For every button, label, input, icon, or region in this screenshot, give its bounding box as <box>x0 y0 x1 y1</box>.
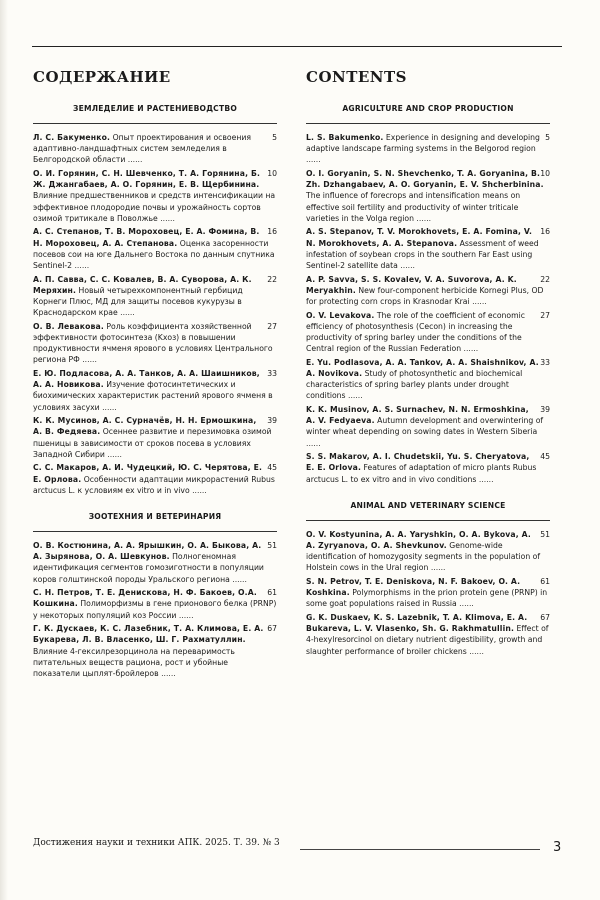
toc-entry-page: 45 <box>267 463 277 473</box>
toc-entry-authors: Г. К. Дускаев, К. С. Лазебник, Т. А. Климова, Е. А. Букарева, Л. В. Власенко, Ш. Г. Рахматуллин. <box>33 624 264 645</box>
toc-entry-leader: ...... <box>461 344 479 354</box>
toc-entry <box>306 310 550 355</box>
toc-entry-leader: ...... <box>158 669 176 679</box>
toc-entry-leader: ...... <box>99 402 117 412</box>
toc-entry-authors: С. Н. Петров, Т. Е. Денискова, Н. Ф. Бакоев, О.А. Кошкина. <box>33 588 257 609</box>
page-title-russian: СОДЕРЖАНИЕ <box>33 68 171 86</box>
section-title: AGRICULTURE AND CROP PRODUCTION <box>342 104 514 113</box>
toc-entry-page: 61 <box>540 577 550 587</box>
toc-entry-page: 51 <box>267 541 277 551</box>
toc-entry-page: 16 <box>540 227 550 237</box>
toc-entry-authors: Л. С. Бакуменко. <box>33 133 111 142</box>
toc-entry-authors: A. S. Stepanov, T. V. Morokhovets, E. A. Fomina, V. N. Morokhovets, A. A. Stepanova. <box>306 227 533 248</box>
toc-entry-authors: О. В. Левакова. <box>33 321 104 331</box>
toc-entry-page: 39 <box>267 416 277 426</box>
page-edge-shadow <box>0 0 8 900</box>
toc-entry-page: 27 <box>540 310 550 320</box>
toc-entry-leader: ...... <box>189 485 207 495</box>
toc-entry-page: 10 <box>267 169 277 178</box>
toc-entry-page: 67 <box>267 624 277 634</box>
toc-entry-title: Изучение фотосинтетических и биохимических характеристик растений ярового ячменя в условиях засухи <box>33 380 273 412</box>
toc-entry-leader: ...... <box>397 261 415 271</box>
toc-entry-page: 45 <box>540 452 550 462</box>
toc-entry-authors: Е. Ю. Подласова, А. А. Танков, А. А. Шаишников, А. А. Новикова. <box>33 369 260 390</box>
toc-entry <box>306 451 550 485</box>
toc-entry-authors: С. С. Макаров, А. И. Чудецкий, Ю. С. Черятова, Е. Е. Орлова. <box>33 463 263 484</box>
toc-entry <box>306 274 550 308</box>
toc-entry-authors: О. В. Костюнина, А. А. Ярышкин, О. А. Быкова, А. А. Зырянова, О. А. Шевкунов. <box>33 541 262 562</box>
toc-entry-title: Осеннее развитие и перезимовка озимой пшеницы в зависимости от сроков посева в условиях Западной Сибири <box>33 427 272 459</box>
toc-entry-authors: G. K. Duskaev, K. S. Lazebnik, T. A. Klimova, E. A. Bukareva, L. V. Vlasenko, Sh. G. Rakhmatullin. <box>306 613 528 634</box>
toc-entry-leader: ...... <box>176 610 194 620</box>
section-entries <box>306 529 550 657</box>
toc-entry-leader: ...... <box>117 308 135 318</box>
toc-entry <box>33 226 277 271</box>
contents-column-russian <box>33 68 277 682</box>
section-title: ЗООТЕХНИЯ И ВЕТЕРИНАРИЯ <box>88 512 222 522</box>
toc-entry <box>306 404 550 449</box>
toc-entry-authors: К. К. Мусинов, А. С. Сурначёв, Н. Н. Ермошкина, А. В. Федяева. <box>33 416 257 437</box>
toc-entry-leader: ...... <box>229 574 247 584</box>
toc-entry-authors: А. С. Степанов, Т. В. Мороховец, Е. А. Фомина, В. Н. Мороховец, А. А. Степанова. <box>33 227 260 248</box>
top-rule <box>32 46 562 47</box>
toc-entry <box>306 529 550 574</box>
toc-entry-title: The role of the coefficient of economic efficiency of photosynthesis (Cecon) in increasing the productivity of spring barley under the conditions of the Central region of the Russian Federation <box>306 310 525 354</box>
toc-entry-authors: А. П. Савва, С. С. Ковалев, В. А. Суворова, А. К. Меряхин. <box>33 274 252 295</box>
toc-entry-title: Особенности адаптации микрорастений Rubus arctucus L. к условиям ex vitro и in vivo <box>33 474 275 495</box>
section-title: ЗЕМЛЕДЕЛИЕ И РАСТЕНИЕВОДСТВО <box>73 104 237 113</box>
toc-entry <box>33 415 277 460</box>
toc-entry-title: New four-component herbicide Kornegi Plus, OD for protecting corn crops in Krasnodar Krai <box>306 285 544 307</box>
toc-entry <box>306 226 550 271</box>
toc-entry-title: Experience in designing and developing adaptive landscape farming systems in the Belgorod region <box>306 133 540 154</box>
toc-entry-page: 5 <box>545 133 550 142</box>
toc-entry-authors: L. S. Bakumenko. <box>306 133 384 142</box>
toc-entry-title: Effect of 4-hexylresorcinol on dietary nutrient digestibility, growth and slaughter performance of broiler chickens <box>306 624 549 656</box>
toc-entry-authors: O. I. Goryanin, S. N. Shevchenko, T. A. Goryanina, B. Zh. Dzhangabaev, A. O. Goryanin, E. V. Shcherbinina. <box>306 169 544 190</box>
toc-entry-authors: O. V. Kostyunina, A. A. Yaryshkin, O. A. Bykova, A. A. Zyryanova, O. A. Shevkunov. <box>306 529 531 551</box>
toc-entry-leader: ...... <box>466 646 484 656</box>
toc-entry-leader: ...... <box>413 213 432 223</box>
section-divider <box>306 520 550 521</box>
section-entries <box>33 132 277 496</box>
toc-entry-title: Полногеномная идентификация сегментов гомозиготности в популяции коров голштинской породы Уральского региона <box>33 552 264 584</box>
section-entries <box>306 132 550 485</box>
toc-entry-title: Роль коэффициента хозяйственной эффективности фотосинтеза (Kхоз) в повышении продуктивности ячменя ярового в условиях Центрального региона РФ <box>33 321 273 365</box>
toc-entry-title: Новый четырехкомпонентный гербицид Корнеги Плюс, МД для защиты посевов кукурузы в Краснодарском крае <box>33 285 243 318</box>
toc-entry-page: 22 <box>540 274 550 284</box>
toc-entry-leader: ...... <box>469 297 487 307</box>
toc-entry-leader: ...... <box>476 474 494 484</box>
toc-entry-authors: S. N. Petrov, T. E. Deniskova, N. F. Bakoev, O. A. Koshkina. <box>306 577 521 598</box>
toc-entry <box>33 623 277 679</box>
toc-entry-title: Polymorphisms in the prion protein gene (PRNP) in some goat populations raised in Russia <box>306 588 548 609</box>
section-divider <box>306 123 550 124</box>
toc-entry-authors: K. K. Musinov, A. S. Surnachev, N. N. Ermoshkina, A. V. Fedyaeva. <box>306 405 529 426</box>
toc-entry <box>306 357 550 402</box>
toc-entry-page: 61 <box>267 588 277 598</box>
page-title-english: CONTENTS <box>306 68 408 86</box>
toc-entry <box>33 321 277 366</box>
toc-entry-title: Study of photosynthetic and biochemical characteristics of spring barley plants under drought conditions <box>306 369 523 401</box>
toc-entry <box>306 132 550 166</box>
footer-rule <box>300 849 540 850</box>
toc-entry <box>33 168 277 224</box>
toc-entry-page: 16 <box>267 227 277 237</box>
toc-entry <box>33 540 277 585</box>
toc-entry-authors: E. Yu. Podlasova, A. A. Tankov, A. A. Shaishnikov, A. A. Novikova. <box>306 357 539 379</box>
section-entries <box>33 540 277 679</box>
toc-entry-page: 33 <box>540 357 550 367</box>
toc-entry-title: Оценка засоренности посевов сои на юге Дальнего Востока по данным спутника Sentinel-2 <box>33 238 275 271</box>
toc-entry <box>33 368 277 413</box>
toc-entry-title: The influence of forecrops and intensification means on effective soil fertility and productivity of winter triticale varieties in the Volga region <box>306 191 521 223</box>
toc-entry-page: 67 <box>540 613 550 623</box>
toc-entry <box>33 132 277 166</box>
toc-entry-authors: A. P. Savva, S. S. Kovalev, V. A. Suvorova, A. K. Meryakhin. <box>306 274 517 295</box>
section-title: ANIMAL AND VETERINARY SCIENCE <box>350 500 506 510</box>
toc-entry-page: 10 <box>540 169 550 178</box>
toc-entry-leader: ...... <box>125 155 143 165</box>
toc-entry-leader: ...... <box>157 213 175 223</box>
toc-entry-page: 22 <box>267 274 277 284</box>
toc-entry-authors: O. V. Levakova. <box>306 310 375 320</box>
toc-entry-title: Опыт проектирования и освоения адаптивно-ландшафтных систем земледелия в Белгородской области <box>33 133 251 165</box>
toc-entry-title: Features of adaptation of micro plants Rubus arctucus L. to ex vitro and in vivo conditions <box>306 463 537 484</box>
toc-entry-title: Полиморфизмы в гене прионового белка (PRNP) у некоторых популяций коз России <box>33 599 277 620</box>
toc-entry-authors: S. S. Makarov, A. I. Chudetskii, Yu. S. Cheryatova, E. E. Orlova. <box>306 452 530 473</box>
toc-entry-page: 27 <box>267 321 277 331</box>
toc-entry-page: 33 <box>267 369 277 379</box>
page-number: 3 <box>553 840 562 855</box>
toc-entry <box>33 274 277 319</box>
toc-entry-title: Влияние предшественников и средств интенсификации на эффективное плодородие почвы и урожайность сортов озимой тритикале в Поволжье <box>33 191 276 223</box>
toc-entry-page: 51 <box>540 529 550 539</box>
toc-entry <box>306 612 550 657</box>
toc-entry-title: Assessment of weed infestation of soybean crops in the southern Far East using Sentinel-2 satellite data <box>306 238 539 271</box>
toc-entry-page: 5 <box>272 133 277 142</box>
contents-column-english <box>306 68 550 659</box>
toc-entry-leader: ...... <box>428 563 446 573</box>
toc-entry-leader: ...... <box>306 155 321 165</box>
toc-entry <box>33 587 277 621</box>
toc-entry-title: Genome-wide identification of homozygosity segments in the population of Holstein cows in the Ural region <box>306 541 541 573</box>
toc-entry-leader: ...... <box>79 355 97 365</box>
toc-entry-title: Влияние 4-гексилрезорцинола на переваримость питательных веществ рациона, рост и убойные показатели цыплят-бройлеров <box>33 646 235 679</box>
toc-entry-leader: ...... <box>345 391 363 401</box>
journal-footer: Достижения науки и техники АПК. 2025. Т. 39. № 3 <box>33 838 280 848</box>
toc-entry <box>306 168 550 224</box>
toc-entry-title: Autumn development and overwintering of winter wheat depending on sowing dates in Western Siberia <box>306 416 544 437</box>
toc-entry-leader: ...... <box>456 599 474 609</box>
section-divider <box>33 531 277 532</box>
toc-entry-authors: О. И. Горянин, С. Н. Шевченко, Т. А. Горянина, Б. Ж. Джангабаев, А. О. Горянин, Е. В. Щербинина. <box>33 169 261 190</box>
toc-entry-leader: ...... <box>306 438 321 448</box>
toc-entry <box>306 576 550 610</box>
toc-entry <box>33 462 277 496</box>
toc-entry-leader: ...... <box>72 261 90 271</box>
section-divider <box>33 123 277 124</box>
toc-entry-page: 39 <box>540 405 550 415</box>
toc-entry-leader: ...... <box>104 449 122 459</box>
